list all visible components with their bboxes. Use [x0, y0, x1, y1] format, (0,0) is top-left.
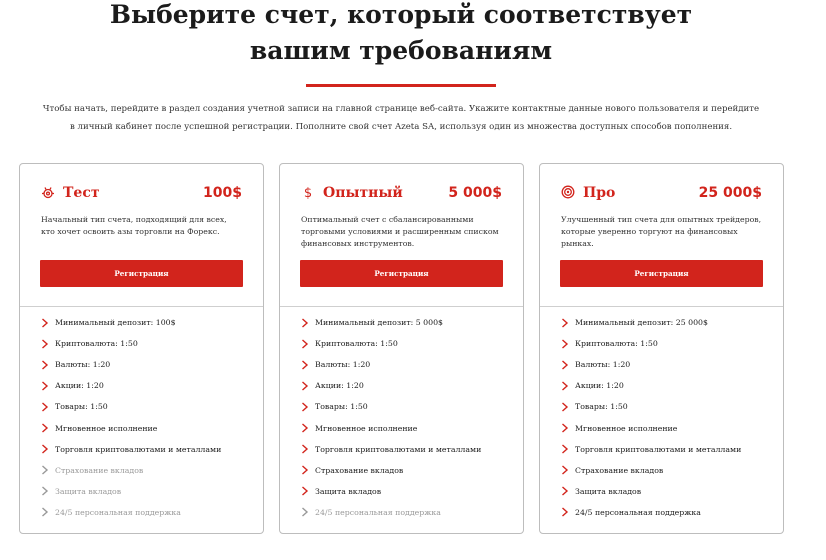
feature-item: [561, 481, 773, 502]
chevron-right-icon: [561, 339, 569, 349]
feature-item: [561, 396, 773, 417]
feature-text: Криптовалюта: 1:50: [315, 339, 398, 349]
chevron-right-icon: [301, 339, 309, 349]
page-title-line-2: вашим требованиям: [249, 36, 553, 65]
feature-item: [41, 417, 253, 438]
plan-name: Про: [583, 185, 616, 201]
feature-text: 24/5 персональная поддержка: [55, 507, 181, 517]
feature-text: Минимальный депозит: 25 000$: [575, 318, 708, 328]
feature-item: [561, 312, 773, 333]
feature-item: [301, 333, 513, 354]
chevron-right-icon: [561, 444, 569, 454]
chevron-right-icon: [41, 318, 49, 328]
plan-card-header: [540, 164, 783, 307]
dollar-icon: [301, 185, 315, 199]
plan-card-pro: [539, 163, 784, 534]
feature-text: Мгновенное исполнение: [575, 423, 678, 433]
page-title: [0, 0, 802, 66]
feature-text: Мгновенное исполнение: [55, 423, 158, 433]
feature-item: [41, 312, 253, 333]
plan-name-row: [41, 183, 242, 203]
feature-text: Акции: 1:20: [315, 381, 364, 391]
chevron-right-icon: [561, 486, 569, 496]
feature-item: [301, 354, 513, 375]
chevron-right-icon: [561, 360, 569, 370]
feature-text: Акции: 1:20: [55, 381, 104, 391]
feature-item: [561, 354, 773, 375]
feature-list: [301, 312, 513, 523]
feature-text: Товары: 1:50: [315, 402, 368, 412]
plan-card-header: [280, 164, 523, 307]
feature-item: [41, 460, 253, 481]
feature-text: Страхование вкладов: [315, 465, 404, 475]
chevron-right-icon: [41, 465, 49, 475]
plan-name-row: [301, 183, 502, 203]
plan-price: 5 000$: [448, 185, 502, 201]
feature-item: [301, 502, 513, 523]
chevron-right-icon: [561, 507, 569, 517]
register-button[interactable]: Регистрация: [40, 260, 243, 287]
feature-text: Торговля криптовалютами и металлами: [315, 444, 482, 454]
bug-icon: [41, 185, 55, 199]
plan-card-test: [19, 163, 264, 534]
feature-text: Минимальный депозит: 5 000$: [315, 318, 444, 328]
feature-text: 24/5 персональная поддержка: [575, 507, 701, 517]
feature-item: [301, 312, 513, 333]
feature-list: [561, 312, 773, 523]
intro-line-2: в личный кабинет после успешной регистрации. Пополните свой счет Azeta SA, используя один из множества доступных способов пополнения.: [69, 122, 733, 132]
feature-item: [41, 439, 253, 460]
chevron-right-icon: [301, 318, 309, 328]
feature-text: Валюты: 1:20: [575, 360, 631, 370]
plan-name: Опытный: [323, 185, 403, 201]
feature-item: [301, 396, 513, 417]
feature-text: Защита вкладов: [315, 486, 382, 496]
plan-description: Улучшенный тип счета для опытных трейдеров, которые уверенно торгуют на финансовых рынках.: [561, 215, 762, 248]
feature-text: Торговля криптовалютами и металлами: [575, 444, 742, 454]
page-title-line-1: Выберите счет, который соответствует: [109, 0, 693, 29]
chevron-right-icon: [301, 360, 309, 370]
target-icon: [561, 185, 575, 199]
feature-item: [41, 502, 253, 523]
feature-item: [301, 439, 513, 460]
register-button[interactable]: Регистрация: [560, 260, 763, 287]
chevron-right-icon: [41, 507, 49, 517]
chevron-right-icon: [41, 360, 49, 370]
intro-text: [30, 100, 772, 136]
feature-text: Акции: 1:20: [575, 381, 624, 391]
plan-description: Начальный тип счета, подходящий для всех, кто хочет освоить азы торговли на Форекс.: [41, 215, 227, 236]
feature-list: [41, 312, 253, 523]
plan-card-experienced: [279, 163, 524, 534]
feature-item: [41, 396, 253, 417]
feature-text: Защита вкладов: [575, 486, 642, 496]
feature-item: [561, 439, 773, 460]
plan-price: 25 000$: [698, 185, 762, 201]
feature-text: Валюты: 1:20: [55, 360, 111, 370]
register-button[interactable]: Регистрация: [300, 260, 503, 287]
chevron-right-icon: [561, 318, 569, 328]
feature-item: [561, 333, 773, 354]
feature-text: Товары: 1:50: [55, 402, 108, 412]
plan-name-row: [561, 183, 762, 203]
chevron-right-icon: [301, 423, 309, 433]
chevron-right-icon: [561, 465, 569, 475]
feature-text: Товары: 1:50: [575, 402, 628, 412]
chevron-right-icon: [41, 423, 49, 433]
chevron-right-icon: [41, 402, 49, 412]
feature-item: [561, 417, 773, 438]
title-underline: [306, 84, 496, 87]
chevron-right-icon: [41, 339, 49, 349]
chevron-right-icon: [41, 381, 49, 391]
feature-text: Торговля криптовалютами и металлами: [55, 444, 222, 454]
plan-name: Тест: [63, 185, 100, 201]
chevron-right-icon: [301, 465, 309, 475]
chevron-right-icon: [41, 486, 49, 496]
feature-text: Мгновенное исполнение: [315, 423, 418, 433]
plan-price: 100$: [203, 185, 242, 201]
feature-item: [301, 417, 513, 438]
feature-item: [561, 502, 773, 523]
feature-item: [561, 375, 773, 396]
feature-item: [561, 460, 773, 481]
chevron-right-icon: [41, 444, 49, 454]
chevron-right-icon: [561, 423, 569, 433]
chevron-right-icon: [561, 381, 569, 391]
plan-card-header: [20, 164, 263, 307]
chevron-right-icon: [301, 402, 309, 412]
feature-item: [301, 460, 513, 481]
plan-description: Оптимальный счет с сбалансированными торговыми условиями и расширенным списком финансовых инструментов.: [301, 215, 499, 248]
feature-item: [41, 375, 253, 396]
svg-text:$: $: [303, 186, 313, 199]
feature-text: 24/5 персональная поддержка: [315, 507, 441, 517]
feature-item: [41, 481, 253, 502]
feature-text: Страхование вкладов: [575, 465, 664, 475]
feature-text: Защита вкладов: [55, 486, 122, 496]
intro-line-1: Чтобы начать, перейдите в раздел создания учетной записи на главной странице веб-сайта. Укажите контактные данные нового пользователя и перейдите: [42, 104, 760, 114]
chevron-right-icon: [301, 381, 309, 391]
chevron-right-icon: [561, 402, 569, 412]
chevron-right-icon: [301, 507, 309, 517]
chevron-right-icon: [301, 486, 309, 496]
feature-text: Валюты: 1:20: [315, 360, 371, 370]
chevron-right-icon: [301, 444, 309, 454]
feature-item: [41, 333, 253, 354]
feature-item: [41, 354, 253, 375]
feature-text: Криптовалюта: 1:50: [55, 339, 138, 349]
feature-text: Страхование вкладов: [55, 465, 144, 475]
feature-item: [301, 481, 513, 502]
feature-text: Минимальный депозит: 100$: [55, 318, 176, 328]
feature-text: Криптовалюта: 1:50: [575, 339, 658, 349]
feature-item: [301, 375, 513, 396]
